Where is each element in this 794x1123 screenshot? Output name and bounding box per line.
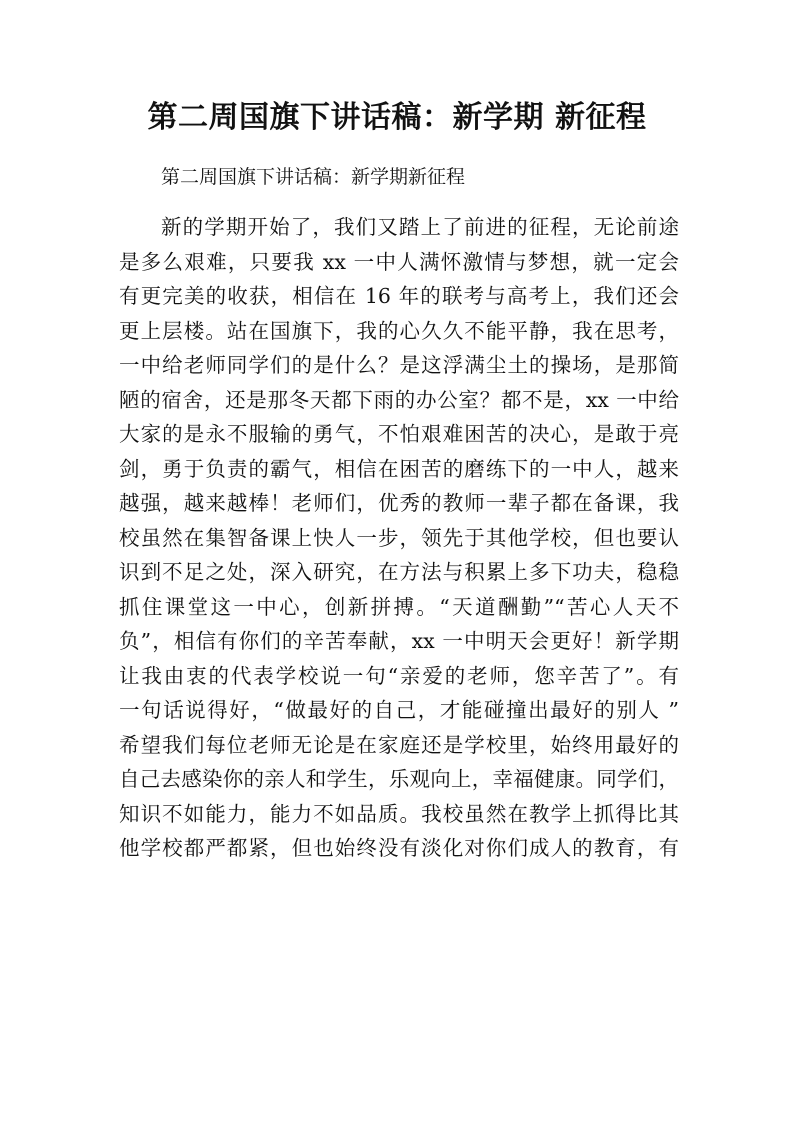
body-line: 校虽然在集智备课上快人一步，领先于其他学校，但也要认 xyxy=(119,525,679,550)
body-line: 识到不足之处，深入研究，在方法与积累上多下功夫，稳稳 xyxy=(119,560,679,584)
body-line: 让我由衷的代表学校说一句“亲爱的老师，您辛苦了”。有 xyxy=(119,663,679,688)
body-line: 抓住课堂这一中心，创新拼搏。“天道酬勤”“苦心人天不 xyxy=(119,594,679,619)
speech-body xyxy=(119,210,679,866)
body-line: 新的学期开始了，我们又踏上了前进的征程，无论前途 xyxy=(161,215,679,239)
body-line: 更上层楼。站在国旗下，我的心久久不能平静，我在思考， xyxy=(119,318,679,343)
body-line: 是多么艰难，只要我 xx 一中人满怀激情与梦想，就一定会 xyxy=(119,249,679,274)
body-line: 越强，越来越棒！老师们，优秀的教师一辈子都在备课，我 xyxy=(119,491,679,515)
body-line: 一中给老师同学们的是什么？是这浮满尘土的操场，是那简 xyxy=(119,353,679,377)
body-line: 陋的宿舍，还是那冬天都下雨的办公室？都不是，xx 一中给 xyxy=(119,387,679,412)
body-line: 剑，勇于负责的霸气，相信在困苦的磨练下的一中人，越来 xyxy=(119,456,679,481)
body-line: 大家的是永不服输的勇气，不怕艰难困苦的决心，是敢于亮 xyxy=(119,422,679,446)
body-line: 一句话说得好，“做最好的自己，才能碰撞出最好的别人 ” xyxy=(119,698,679,722)
body-line: 有更完美的收获，相信在 16 年的联考与高考上，我们还会 xyxy=(119,284,679,308)
body-line: 希望我们每位老师无论是在家庭还是学校里，始终用最好的 xyxy=(119,732,679,757)
document-title: 第二周国旗下讲话稿：新学期 新征程 xyxy=(147,100,647,135)
body-line: 负”，相信有你们的辛苦奉献，xx 一中明天会更好！新学期 xyxy=(119,629,679,653)
body-line: 知识不如能力，能力不如品质。我校虽然在教学上抓得比其 xyxy=(119,801,679,826)
body-line: 自己去感染你的亲人和学生，乐观向上，幸福健康。同学们， xyxy=(119,767,679,791)
body-line: 他学校都严都紧，但也始终没有淡化对你们成人的教育，有 xyxy=(119,836,679,860)
document-subtitle: 第二周国旗下讲话稿：新学期新征程 xyxy=(161,166,466,188)
